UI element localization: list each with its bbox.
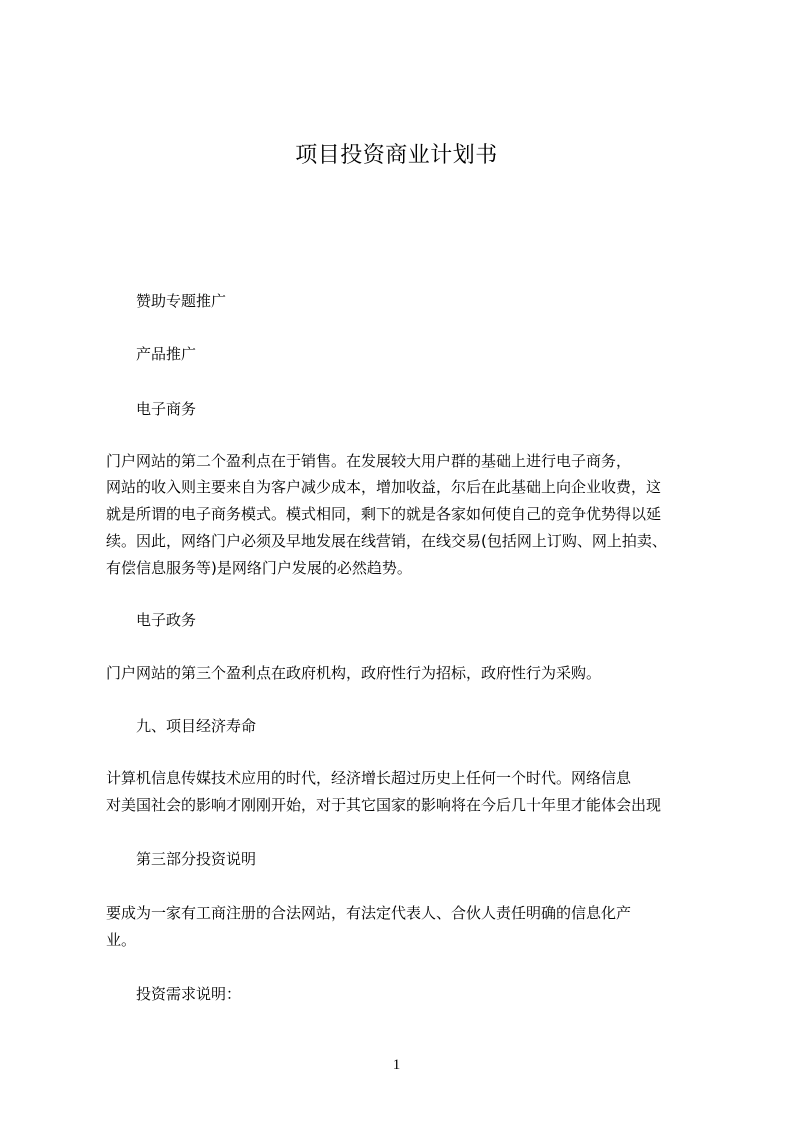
paragraph-egov: 门户网站的第三个盈利点在政府机构，政府性行为招标，政府性行为采购。	[106, 664, 602, 682]
heading-part3: 第三部分投资说明	[136, 850, 257, 868]
heading-project-life: 九、项目经济寿命	[136, 717, 257, 735]
paragraph-line: 续。因此，网络门户必须及早地发展在线营销，在线交易(包括网上订购、网上拍卖、	[106, 532, 667, 550]
heading-ecommerce: 电子商务	[136, 400, 197, 418]
paragraph-line: 业。	[106, 931, 137, 949]
paragraph-line: 网站的收入则主要来自为客户减少成本，增加收益，尔后在此基础上向企业收费，这	[106, 478, 662, 496]
paragraph-line: 门户网站的第二个盈利点在于销售。在发展较大用户群的基础上进行电子商务，	[106, 452, 632, 470]
heading-egov: 电子政务	[136, 611, 197, 629]
document-title: 项目投资商业计划书	[295, 143, 498, 168]
heading-investment-demand: 投资需求说明：	[136, 985, 242, 1003]
paragraph-line: 就是所谓的电子商务模式。模式相同，剩下的就是各家如何使自己的竞争优势得以延	[106, 505, 662, 523]
paragraph-line: 对美国社会的影响才刚刚开始，对于其它国家的影响将在今后几十年里才能体会出现	[106, 796, 662, 814]
heading-sponsor-topic: 赞助专题推广	[136, 292, 227, 310]
page-number: 1	[392, 1057, 401, 1073]
paragraph-line: 有偿信息服务等)是网络门户发展的必然趋势。	[106, 559, 412, 577]
paragraph-line: 计算机信息传媒技术应用的时代，经济增长超过历史上任何一个时代。网络信息	[106, 769, 632, 787]
paragraph-line: 要成为一家有工商注册的合法网站，有法定代表人、合伙人责任明确的信息化产	[106, 904, 632, 922]
heading-product-promotion: 产品推广	[136, 345, 197, 363]
